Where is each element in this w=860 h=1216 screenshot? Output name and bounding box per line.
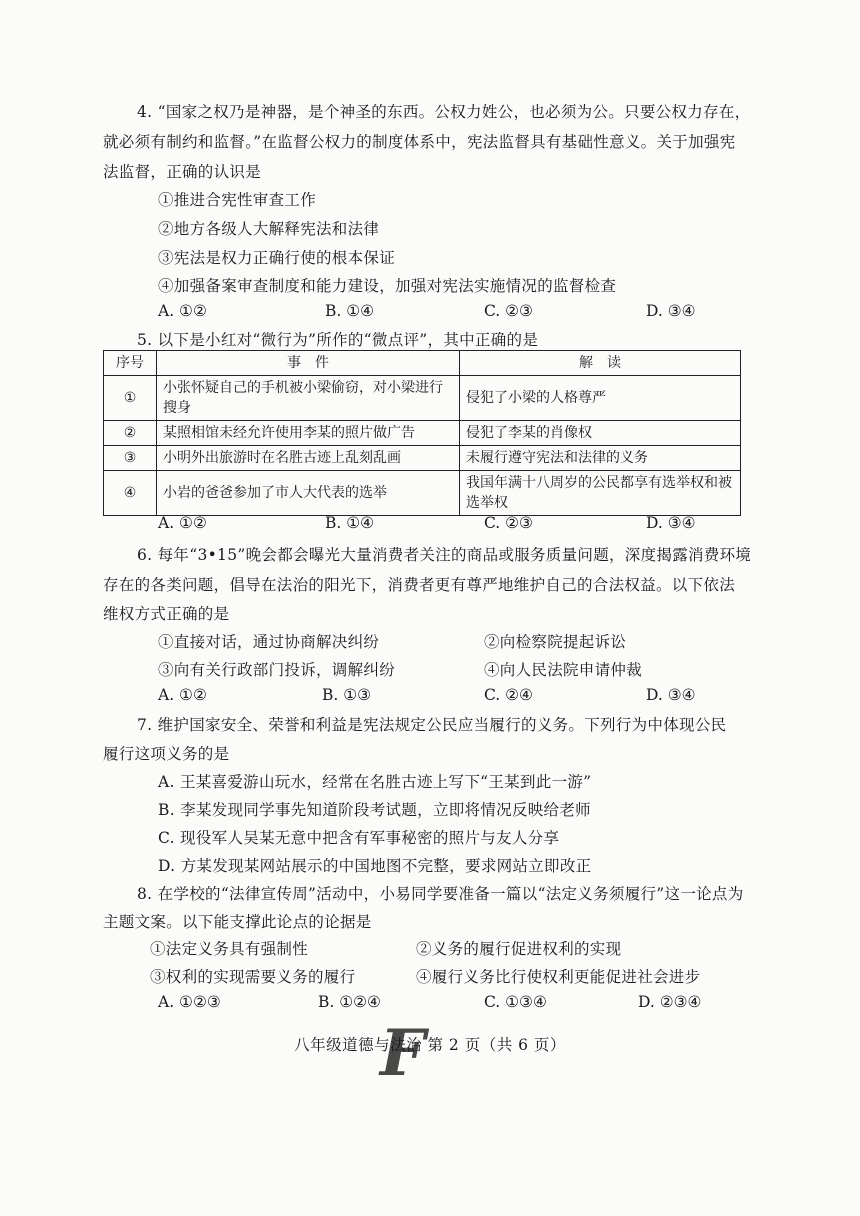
- q4-option-a: A. ①②: [158, 302, 207, 320]
- page-footer: 八年级道德与法治 第 2 页（共 6 页）: [294, 1036, 566, 1054]
- row-number: ④: [104, 471, 157, 516]
- q5-header-reading: 解 读: [460, 351, 741, 376]
- q8-statement-1: ①法定义务具有强制性: [150, 940, 309, 958]
- q4-option-c: C. ②③: [484, 302, 533, 320]
- q4-statement-3: ③宪法是权力正确行使的根本保证: [158, 249, 396, 267]
- q4-statement-2: ②地方各级人大解释宪法和法律: [158, 220, 380, 238]
- q7-option-b: B. 李某发现同学事先知道阶段考试题，立即将情况反映给老师: [158, 801, 591, 819]
- q4-stem-line2: 就必须有制约和监督。”在监督公权力的制度体系中，宪法监督具有基础性意义。关于加强宪: [103, 133, 736, 151]
- q5-table-header: [104, 351, 741, 376]
- q7-option-c: C. 现役军人吴某无意中把含有军事秘密的照片与友人分享: [158, 829, 560, 847]
- row-event: 小明外出旅游时在名胜古迹上乱刻乱画: [157, 446, 460, 471]
- q4-stem-line1: 4. “国家之权乃是神器，是个神圣的东西。公权力姓公，也必须为公。只要公权力存在，: [137, 103, 751, 121]
- q5-header-no: 序号: [104, 351, 157, 376]
- row-event: 小岩的爸爸参加了市人大代表的选举: [157, 471, 460, 516]
- q7-option-d: D. 方某发现某网站展示的中国地图不完整，要求网站立即改正: [158, 857, 592, 875]
- q8-stem-line2: 主题文案。以下能支撑此论点的论据是: [103, 913, 372, 931]
- row-event: 小张怀疑自己的手机被小梁偷窃，对小梁进行搜身: [157, 376, 460, 421]
- table-row: [104, 446, 741, 471]
- q6-stem-line1: 6. 每年“3•15”晚会都会曝光大量消费者关注的商品或服务质量问题，深度揭露消费环境: [137, 546, 752, 564]
- q7-stem-line2: 履行这项义务的是: [103, 745, 230, 763]
- q6-option-b: B. ①③: [322, 686, 372, 704]
- q8-option-d: D. ②③④: [638, 993, 702, 1011]
- q8-option-a: A. ①②③: [158, 993, 221, 1011]
- q8-statement-3: ③权利的实现需要义务的履行: [150, 968, 356, 986]
- q4-statement-1: ①推进合宪性审查工作: [158, 191, 317, 209]
- q6-stem-line3: 维权方式正确的是: [103, 605, 230, 623]
- row-number: ②: [104, 421, 157, 446]
- q5-option-c: C. ②③: [484, 514, 533, 532]
- row-number: ③: [104, 446, 157, 471]
- row-reading: 侵犯了李某的肖像权: [460, 421, 741, 446]
- q6-statement-3: ③向有关行政部门投诉，调解纠纷: [158, 661, 396, 679]
- row-event: 某照相馆未经允许使用李某的照片做广告: [157, 421, 460, 446]
- q5-option-d: D. ③④: [646, 514, 696, 532]
- q6-statement-1: ①直接对话，通过协商解决纠纷: [158, 633, 380, 651]
- q8-option-b: B. ①②④: [318, 993, 381, 1011]
- row-number: ①: [104, 376, 157, 421]
- q8-option-c: C. ①③④: [484, 993, 547, 1011]
- q6-stem-line2: 存在的各类问题，倡导在法治的阳光下，消费者更有尊严地维护自己的合法权益。以下依法: [103, 576, 736, 594]
- q6-option-a: A. ①②: [158, 686, 207, 704]
- q4-statement-4: ④加强备案审查制度和能力建设，加强对宪法实施情况的监督检查: [158, 277, 617, 295]
- q5-option-b: B. ①④: [325, 514, 375, 532]
- q4-option-b: B. ①④: [325, 302, 375, 320]
- row-reading: 未履行遵守宪法和法律的义务: [460, 446, 741, 471]
- q5-header-event: 事 件: [157, 351, 460, 376]
- q5-stem: 5. 以下是小红对“微行为”所作的“微点评”，其中正确的是: [137, 331, 539, 349]
- q4-stem-line3: 法监督，正确的认识是: [103, 163, 262, 181]
- row-reading: 我国年满十八周岁的公民都享有选举权和被选举权: [460, 471, 741, 516]
- table-row: [104, 421, 741, 446]
- row-reading: 侵犯了小梁的人格尊严: [460, 376, 741, 421]
- q6-statement-4: ④向人民法院申请仲裁: [484, 661, 643, 679]
- q6-option-c: C. ②④: [484, 686, 533, 704]
- q5-option-a: A. ①②: [158, 514, 207, 532]
- q6-option-d: D. ③④: [646, 686, 696, 704]
- q8-statement-4: ④履行义务比行使权利更能促进社会进步: [416, 968, 701, 986]
- q7-stem-line1: 7. 维护国家安全、荣誉和利益是宪法规定公民应当履行的义务。下列行为中体现公民: [137, 716, 727, 734]
- table-row: [104, 376, 741, 421]
- q4-option-d: D. ③④: [646, 302, 696, 320]
- q8-statement-2: ②义务的履行促进权利的实现: [416, 940, 622, 958]
- q6-statement-2: ②向检察院提起诉讼: [484, 633, 627, 651]
- q8-stem-line1: 8. 在学校的“法律宣传周”活动中，小易同学要准备一篇以“法定义务须履行”这一论点为: [137, 885, 744, 903]
- q7-option-a: A. 王某喜爱游山玩水，经常在名胜古迹上写下“王某到此一游”: [158, 773, 592, 791]
- q5-table: [103, 350, 741, 516]
- table-row: [104, 471, 741, 516]
- f-stamp-watermark: F: [380, 1016, 426, 1091]
